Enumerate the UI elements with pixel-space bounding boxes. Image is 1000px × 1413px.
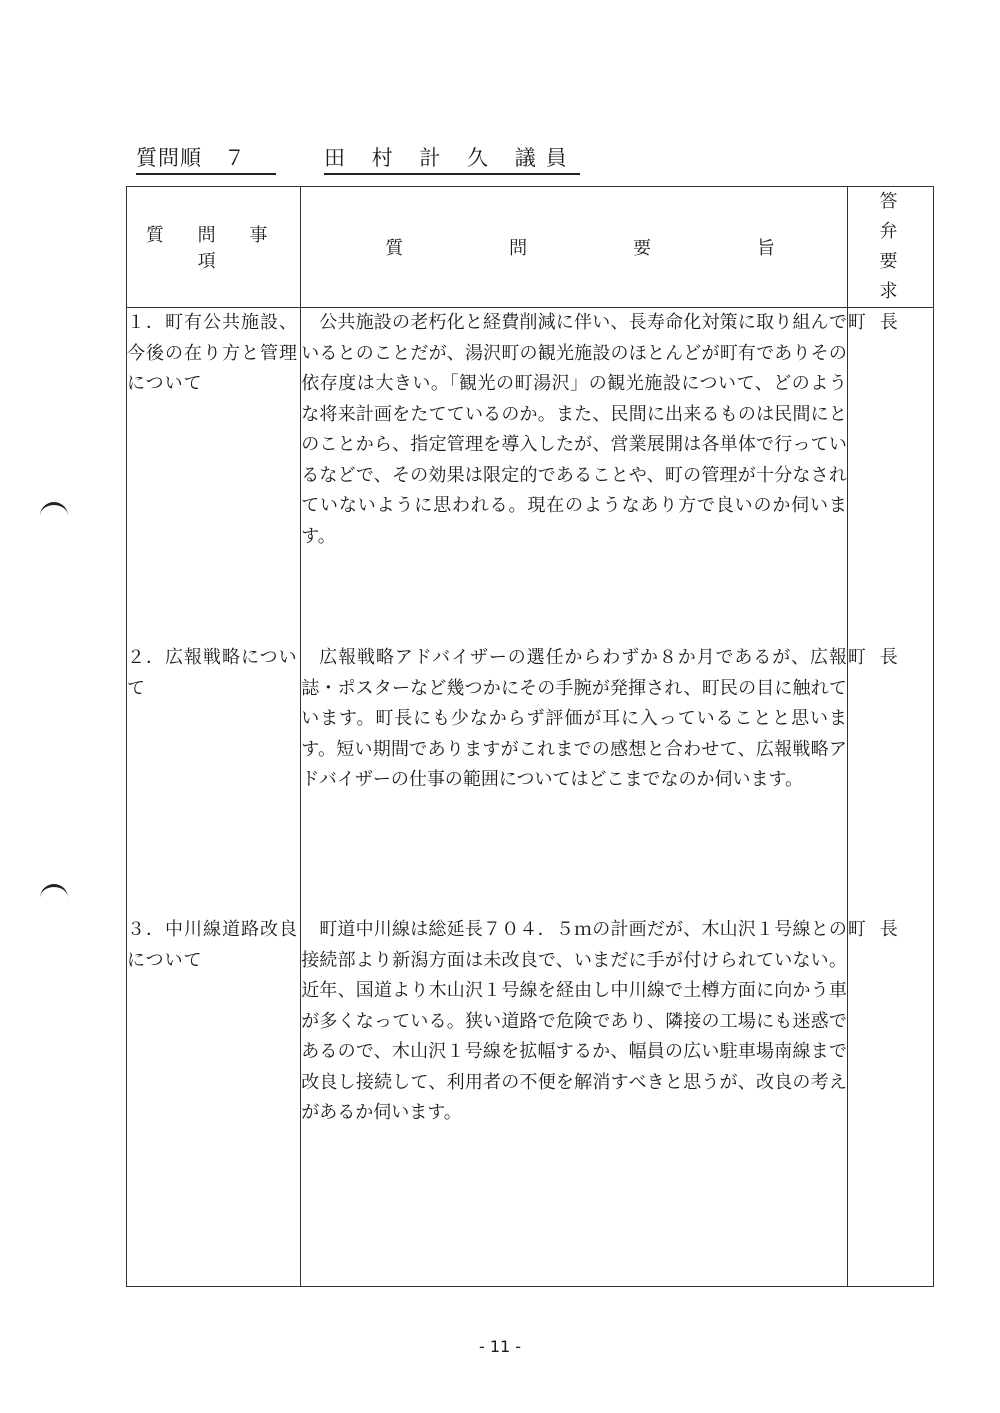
question-summary-1: 公共施設の老朽化と経費削減に伴い、長寿命化対策に取り組んでいるとのことだが、湯沢町の観光施設のほとんどが町有でありその依存度は大きい。「観光の町湯沢」の観光施設について、どのような将来計画をたてているのか。また、民間に出来るものは民間にとのことから、指定管理を導入したが、営業展開は各単体で行っているなどで、その効果は限定的であることや、町の管理が十分なされていないように思われる。現在のようなあり方で良いのか伺います。 xyxy=(301,312,847,547)
header-question-summary: 質 問 要 旨 xyxy=(301,187,848,308)
header-answer-request: 答 弁 要 求 xyxy=(847,187,933,308)
answerer-3: 町長 xyxy=(847,919,912,940)
member-name: 田 村 計 久 議員 xyxy=(324,142,580,175)
question-item-2: ２．広報戦略について xyxy=(127,647,298,699)
question-header xyxy=(136,142,577,175)
answerer-2: 町長 xyxy=(847,647,912,668)
punch-hole-mark-bottom xyxy=(40,884,68,901)
table-header-row xyxy=(127,187,934,308)
question-item-3: ３．中川線道路改良について xyxy=(127,919,298,971)
answerer-1: 町長 xyxy=(847,312,912,333)
question-order: 質問順 ７ xyxy=(136,142,276,175)
header-question-item: 質 問 事 項 xyxy=(127,187,301,308)
question-summary-2: 広報戦略アドバイザーの選任からわずか８か月であるが、広報誌・ポスターなど幾つかにその手腕が発揮され、町民の目に触れています。町長にも少なからず評価が耳に入っていることと思います。短い期間でありますがこれまでの感想と合わせて、広報戦略アドバイザーの仕事の範囲についてはどこまでなのか伺います。 xyxy=(301,647,847,790)
punch-hole-mark-top xyxy=(40,502,68,519)
question-summary-3: 町道中川線は総延長７０４．５ｍの計画だが、木山沢１号線との接続部より新潟方面は未改良で、いまだに手が付けられていない。近年、国道より木山沢１号線を経由し中川線で土樽方面に向かう車が多くなっている。狭い道路で危険であり、隣接の工場にも迷惑であるので、木山沢１号線を拡幅するか、幅員の広い駐車場南線まで改良し接続して、利用者の不便を解消すべきと思うが、改良の考えがあるか伺います。 xyxy=(301,919,847,1123)
question-item-1: １．町有公共施設、今後の在り方と管理について xyxy=(127,312,298,394)
question-table xyxy=(126,186,940,1287)
page-number: - 11 - xyxy=(478,1337,522,1356)
table-row xyxy=(127,308,934,1287)
